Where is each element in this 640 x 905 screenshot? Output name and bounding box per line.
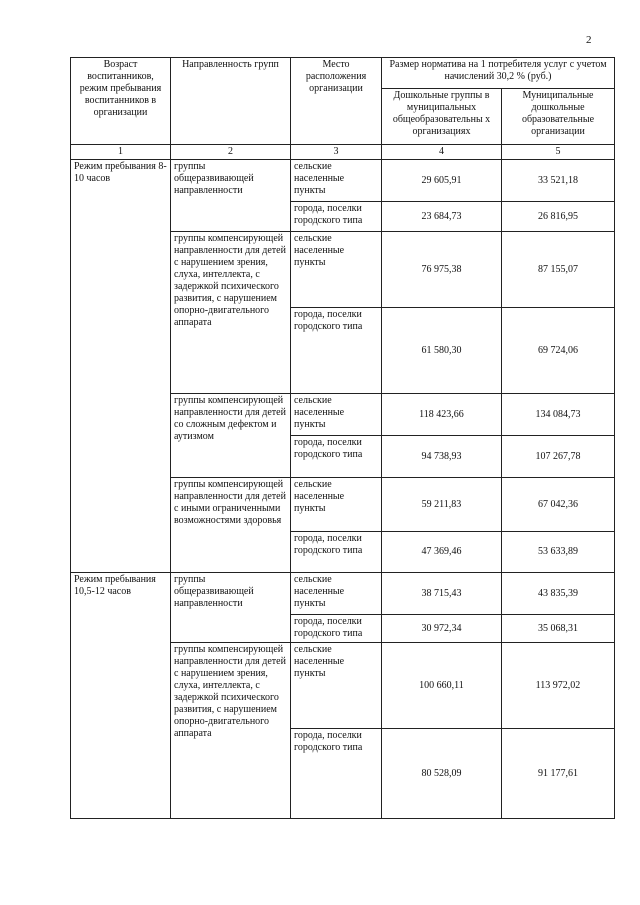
column-number: 2	[171, 145, 291, 160]
header-location: Место расположения организации	[291, 58, 382, 145]
column-number: 3	[291, 145, 382, 160]
location-rural: сельские населенные пункты	[291, 573, 382, 615]
value-preschool: 80 528,09	[382, 729, 502, 819]
value-municipal: 26 816,95	[502, 202, 615, 232]
column-number: 1	[71, 145, 171, 160]
location-urban: города, поселки городского типа	[291, 202, 382, 232]
value-municipal: 69 724,06	[502, 308, 615, 394]
location-urban: города, поселки городского типа	[291, 436, 382, 478]
column-number: 4	[382, 145, 502, 160]
value-municipal: 91 177,61	[502, 729, 615, 819]
value-municipal: 134 084,73	[502, 394, 615, 436]
table-row	[71, 160, 615, 202]
header-norm-size: Размер норматива на 1 потребителя услуг с учетом начислений 30,2 % (руб.)	[382, 58, 615, 89]
header-municipal-preschool: Муниципальные дошкольные образовательные организации	[502, 89, 615, 145]
location-urban: города, поселки городского типа	[291, 615, 382, 643]
value-preschool: 23 684,73	[382, 202, 502, 232]
location-rural: сельские населенные пункты	[291, 478, 382, 532]
group-label: группы компенсирующей направленности для детей со сложным дефектом и аутизмом	[171, 394, 291, 478]
location-rural: сельские населенные пункты	[291, 160, 382, 202]
group-label: группы компенсирующей направленности для детей с нарушением зрения, слуха, интеллекта, с задержкой психического развития, с нарушением опорно-двигательного аппарата	[171, 232, 291, 394]
value-preschool: 100 660,11	[382, 643, 502, 729]
group-label: группы компенсирующей направленности для детей с нарушением зрения, слуха, интеллекта, с задержкой психического развития, с нарушением опорно-двигательного аппарата	[171, 643, 291, 819]
mode-label: Режим пребывания 8-10 часов	[71, 160, 171, 573]
value-preschool: 94 738,93	[382, 436, 502, 478]
value-preschool: 38 715,43	[382, 573, 502, 615]
mode-label: Режим пребывания 10,5-12 часов	[71, 573, 171, 819]
value-preschool: 59 211,83	[382, 478, 502, 532]
value-municipal: 113 972,02	[502, 643, 615, 729]
value-municipal: 87 155,07	[502, 232, 615, 308]
value-municipal: 67 042,36	[502, 478, 615, 532]
value-municipal: 53 633,89	[502, 532, 615, 573]
value-preschool: 118 423,66	[382, 394, 502, 436]
location-rural: сельские населенные пункты	[291, 394, 382, 436]
value-municipal: 107 267,78	[502, 436, 615, 478]
location-rural: сельские населенные пункты	[291, 643, 382, 729]
location-urban: города, поселки городского типа	[291, 729, 382, 819]
location-urban: города, поселки городского типа	[291, 532, 382, 573]
header-age-mode: Возраст воспитанников, режим пребывания воспитанников в организации	[71, 58, 171, 145]
location-urban: города, поселки городского типа	[291, 308, 382, 394]
location-rural: сельские населенные пункты	[291, 232, 382, 308]
table-row	[71, 573, 615, 615]
value-municipal: 33 521,18	[502, 160, 615, 202]
column-number: 5	[502, 145, 615, 160]
value-municipal: 43 835,39	[502, 573, 615, 615]
value-preschool: 61 580,30	[382, 308, 502, 394]
value-preschool: 76 975,38	[382, 232, 502, 308]
header-direction: Направленность групп	[171, 58, 291, 145]
group-label: группы общеразвивающей направленности	[171, 573, 291, 643]
page-number: 2	[586, 34, 592, 46]
header-preschool-groups: Дошкольные группы в муниципальных общеобразовательны х организациях	[382, 89, 502, 145]
value-preschool: 29 605,91	[382, 160, 502, 202]
value-preschool: 30 972,34	[382, 615, 502, 643]
group-label: группы компенсирующей направленности для детей с иными ограниченными возможностями здоровья	[171, 478, 291, 573]
group-label: группы общеразвивающей направленности	[171, 160, 291, 232]
norm-table	[70, 57, 615, 819]
value-municipal: 35 068,31	[502, 615, 615, 643]
value-preschool: 47 369,46	[382, 532, 502, 573]
